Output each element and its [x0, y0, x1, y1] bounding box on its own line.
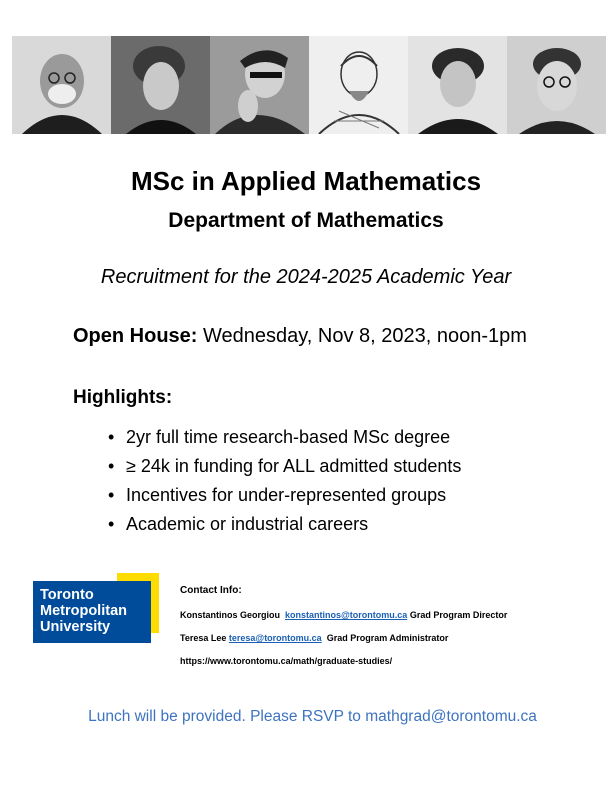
portrait-photo-6 — [507, 36, 606, 134]
page-title: MSc in Applied Mathematics — [130, 166, 482, 196]
rsvp-note: Lunch will be provided. Please RSVP to mathgrad@torontomu.ca — [88, 708, 537, 725]
recruitment-subtitle: Recruitment for the 2024-2025 Academic Year — [100, 266, 512, 288]
portrait-photo-1 — [12, 36, 111, 134]
portrait-banner — [12, 36, 606, 134]
highlights-title: Highlights: — [73, 387, 173, 408]
department-name: Department of Mathematics — [168, 209, 444, 232]
portrait-photo-3 — [210, 36, 309, 134]
bullet-icon: • — [108, 427, 115, 447]
portrait-photo-2 — [111, 36, 210, 134]
email-link-2[interactable]: teresa@torontomu.ca — [228, 633, 322, 643]
contact-person-1: Konstantinos Georgiou konstantinos@torontomu.ca Grad Program Director — [180, 610, 508, 620]
open-house — [73, 325, 527, 348]
email-link-1[interactable]: konstantinos@torontomu.ca — [285, 610, 408, 620]
list-item: • Academic or industrial careers — [108, 513, 461, 542]
website-url[interactable]: https://www.torontomu.ca/math/graduate-studies/ — [180, 656, 393, 666]
open-house-label: Open House: — [73, 325, 198, 347]
open-house-value: Wednesday, Nov 8, 2023, noon-1pm — [203, 325, 527, 347]
portrait-photo-4 — [309, 36, 408, 134]
portrait-photo-5 — [408, 36, 507, 134]
contact-person-2: Teresa Lee teresa@torontomu.ca Grad Program Administrator — [180, 633, 449, 643]
bullet-icon: • — [108, 514, 115, 534]
contact-title: Contact Info: — [180, 585, 242, 596]
highlights-list — [108, 426, 461, 542]
university-logo: Toronto Metropolitan University — [33, 573, 159, 643]
list-item: • Incentives for under-represented groups — [108, 484, 461, 513]
bullet-icon: • — [108, 485, 115, 505]
list-item: • ≥ 24k in funding for ALL admitted students — [108, 455, 461, 484]
list-item: • 2yr full time research-based MSc degree — [108, 426, 461, 455]
bullet-icon: • — [108, 456, 115, 476]
